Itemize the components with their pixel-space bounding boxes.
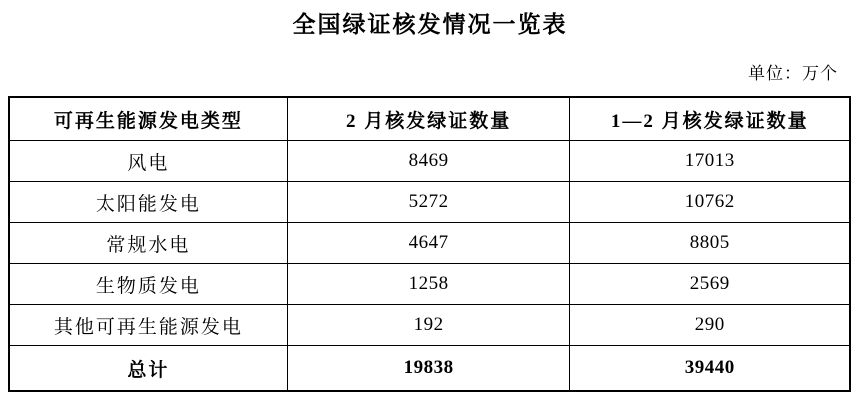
row-feb-value: 192 xyxy=(287,305,570,346)
total-jan-feb-value: 39440 xyxy=(570,346,850,392)
row-feb-value: 8469 xyxy=(287,141,570,182)
header-renewable-type: 可再生能源发电类型 xyxy=(9,97,287,141)
row-jan-feb-value: 17013 xyxy=(570,141,850,182)
row-label: 风电 xyxy=(9,141,287,182)
green-cert-table xyxy=(8,96,851,392)
row-label: 其他可再生能源发电 xyxy=(9,305,287,346)
table-row-wind xyxy=(9,141,850,182)
table-row-total xyxy=(9,346,850,392)
header-jan-feb-issued: 1—2 月核发绿证数量 xyxy=(570,97,850,141)
header-feb-issued: 2 月核发绿证数量 xyxy=(287,97,570,141)
table-row-other-renewables xyxy=(9,305,850,346)
row-label: 常规水电 xyxy=(9,223,287,264)
total-feb-value: 19838 xyxy=(287,346,570,392)
table-row-biomass xyxy=(9,264,850,305)
row-jan-feb-value: 2569 xyxy=(570,264,850,305)
row-label: 生物质发电 xyxy=(9,264,287,305)
table-row-solar xyxy=(9,182,850,223)
table-row-hydro xyxy=(9,223,850,264)
row-jan-feb-value: 8805 xyxy=(570,223,850,264)
total-label: 总计 xyxy=(9,346,287,392)
row-feb-value: 1258 xyxy=(287,264,570,305)
row-feb-value: 4647 xyxy=(287,223,570,264)
table-header-row xyxy=(9,97,850,141)
row-jan-feb-value: 290 xyxy=(570,305,850,346)
row-label: 太阳能发电 xyxy=(9,182,287,223)
unit-label: 单位：万个 xyxy=(748,64,838,83)
page-title: 全国绿证核发情况一览表 xyxy=(292,12,568,37)
row-feb-value: 5272 xyxy=(287,182,570,223)
row-jan-feb-value: 10762 xyxy=(570,182,850,223)
